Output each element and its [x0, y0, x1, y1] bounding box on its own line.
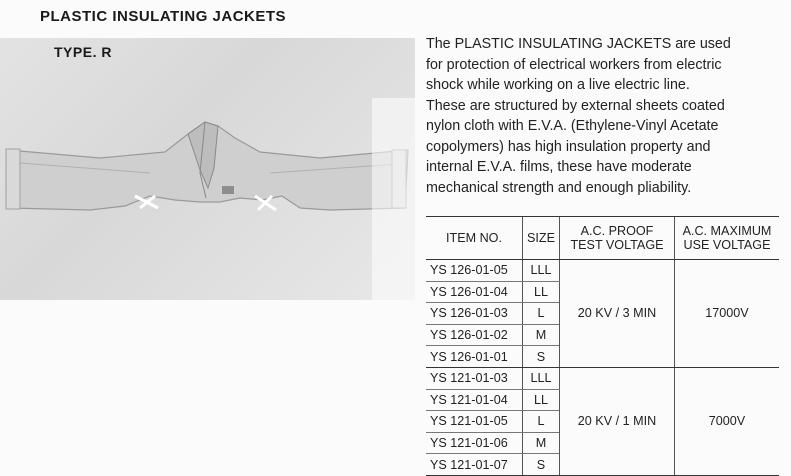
size-cell: M — [523, 432, 560, 454]
description — [426, 34, 778, 198]
description-line: nylon cloth with E.V.A. (Ethylene-Vinyl Acetate — [426, 118, 719, 134]
table-header-row — [426, 217, 779, 260]
size-cell: L — [523, 411, 560, 433]
description-line: for protection of electrical workers from electric — [426, 56, 722, 73]
test-voltage-cell: 20 KV / 1 MIN — [560, 367, 675, 475]
table-row — [426, 260, 779, 282]
item-no-cell: YS 126-01-03 — [426, 303, 523, 325]
spec-table — [426, 216, 779, 476]
type-label: TYPE. R — [54, 44, 112, 60]
header-test-voltage — [560, 217, 675, 260]
item-no-cell: YS 126-01-04 — [426, 281, 523, 303]
item-no-cell: YS 121-01-06 — [426, 432, 523, 454]
item-no-cell: YS 121-01-03 — [426, 367, 523, 389]
size-cell: LLL — [523, 260, 560, 282]
page-title: PLASTIC INSULATING JACKETS — [40, 8, 287, 25]
jacket-photo — [0, 38, 415, 300]
jacket-illustration — [0, 38, 415, 300]
description-line: The PLASTIC INSULATING JACKETS are used — [426, 36, 731, 52]
description-line: copolymers) has high insulation property and — [426, 138, 711, 155]
size-cell: S — [523, 346, 560, 368]
item-no-cell: YS 121-01-05 — [426, 411, 523, 433]
item-no-cell: YS 121-01-04 — [426, 389, 523, 411]
use-voltage-cell: 7000V — [675, 367, 780, 475]
item-no-cell: YS 126-01-01 — [426, 346, 523, 368]
size-cell: LLL — [523, 367, 560, 389]
size-cell: M — [523, 324, 560, 346]
description-line: shock while working on a live electric line. — [426, 77, 690, 93]
table-row — [426, 367, 779, 389]
header-use-voltage — [675, 217, 780, 260]
test-voltage-cell: 20 KV / 3 MIN — [560, 260, 675, 368]
header-use-line1: A.C. MAXIMUM — [682, 224, 772, 238]
size-cell: LL — [523, 389, 560, 411]
header-size: SIZE — [523, 217, 560, 260]
description-line: These are structured by external sheets coated — [426, 97, 725, 114]
size-cell: S — [523, 454, 560, 476]
item-no-cell: YS 126-01-05 — [426, 260, 523, 282]
size-cell: L — [523, 303, 560, 325]
description-line: internal E.V.A. films, these have moderate — [426, 159, 692, 175]
item-no-cell: YS 121-01-07 — [426, 454, 523, 476]
header-test-line2: TEST VOLTAGE — [570, 238, 664, 252]
description-line: mechanical strength and enough pliability. — [426, 179, 692, 196]
header-test-line1: A.C. PROOF — [580, 224, 654, 238]
size-cell: LL — [523, 281, 560, 303]
header-item-no: ITEM NO. — [426, 217, 523, 260]
item-no-cell: YS 126-01-02 — [426, 324, 523, 346]
use-voltage-cell: 17000V — [675, 260, 780, 368]
header-use-line2: USE VOLTAGE — [683, 238, 771, 252]
